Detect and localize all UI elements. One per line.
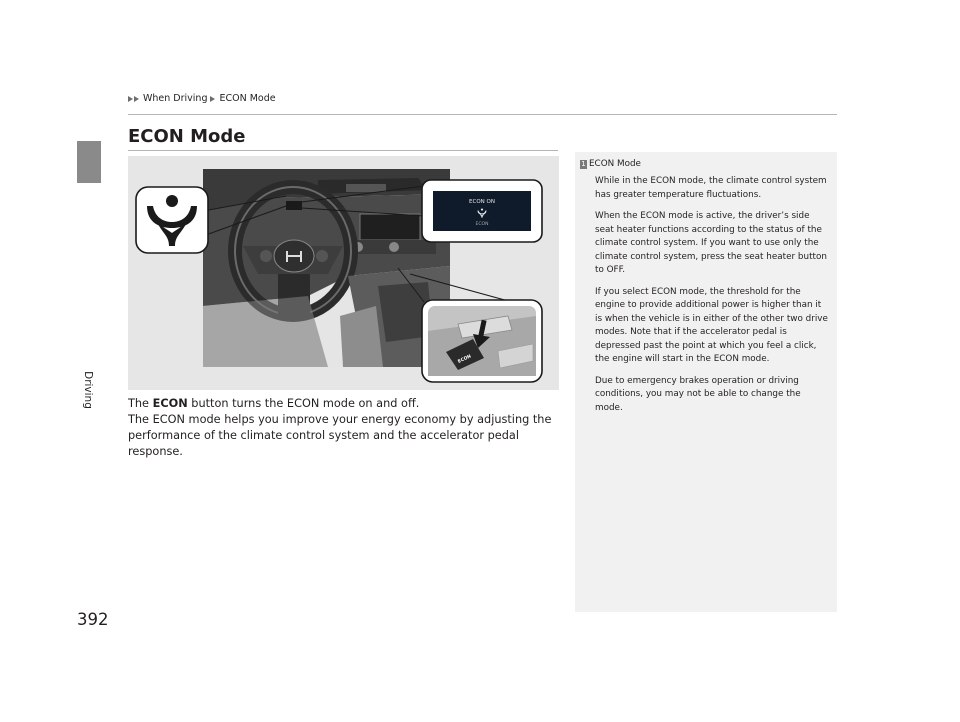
page-number: 392 <box>77 610 109 629</box>
note-body <box>595 175 831 423</box>
note-paragraph: While in the ECON mode, the climate control system has greater temperature fluctuations. <box>595 176 827 200</box>
section-tab-label: Driving <box>82 371 94 409</box>
note-paragraph: When the ECON mode is active, the driver’s side seat heater functions according to the status of the climate control system. If you want to use only the climate control system, press the seat heater button to OFF. <box>595 211 827 275</box>
display-text-econ: ECON <box>475 222 489 227</box>
econ-keyword: ECON <box>152 397 188 410</box>
dashboard-illustration-svg <box>128 156 559 390</box>
body-line-1: The ECON button turns the ECON mode on and off. <box>128 397 420 410</box>
page-title: ECON Mode <box>128 126 246 147</box>
breadcrumb-link-when-driving[interactable]: When Driving <box>143 93 208 104</box>
body-line-2: The ECON mode helps you improve your energy economy by adjusting the performance of the climate control system and the accelerator pedal response. <box>128 413 552 458</box>
note-paragraph: Due to emergency brakes operation or driving conditions, you may not be able to change the mode. <box>595 375 801 413</box>
note-heading <box>580 159 641 169</box>
button-text-econ: ECON <box>457 354 473 365</box>
section-tab-marker <box>77 141 101 183</box>
breadcrumb <box>128 93 276 104</box>
title-divider <box>128 150 558 151</box>
note-reference-icon: 1 <box>581 160 586 168</box>
display-text-econ-on: ECON ON <box>469 199 495 205</box>
breadcrumb-link-econ-mode[interactable]: ECON Mode <box>219 93 276 104</box>
note-paragraph: If you select ECON mode, the threshold for the engine to provide additional power is higher than it is when the vehicle is in either of the other two drive modes. Note that if the accelerator pedal is depressed past the point at which you feel a click, the engine will start in the ECON mode. <box>595 286 828 364</box>
body-text <box>128 396 568 460</box>
dashboard-illustration <box>128 156 559 390</box>
breadcrumb-arrow-icon <box>128 96 140 102</box>
breadcrumb-arrow-icon <box>210 96 216 102</box>
header-divider <box>128 114 837 115</box>
econ-indicator-highlight <box>286 201 302 210</box>
note-heading-text: ECON Mode <box>589 159 641 169</box>
